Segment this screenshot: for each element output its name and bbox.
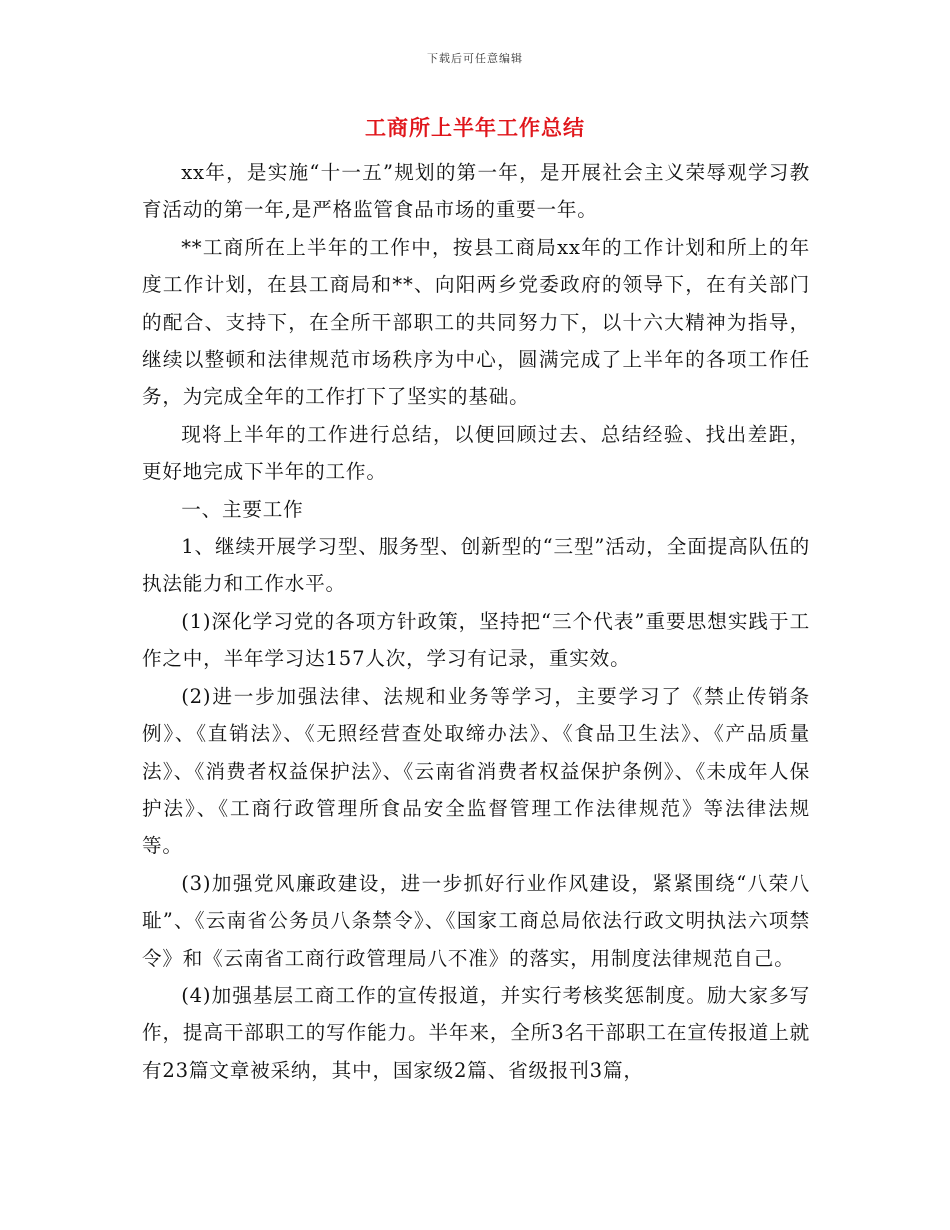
document-title: 工商所上半年工作总结 — [365, 116, 585, 140]
paragraph-intro: xx年，是实施“十一五”规划的第一年，是开展社会主义荣辱观学习教育活动的第一年,是严格监管食品市场的重要一年。 — [142, 161, 810, 222]
paragraph-summary-purpose: 现将上半年的工作进行总结，以便回顾过去、总结经验、找出差距，更好地完成下半年的工作。 — [142, 422, 810, 484]
section-heading-main-work: 一、主要工作 — [181, 497, 304, 521]
paragraph-subitem-4: (4)加强基层工商工作的宣传报道，并实行考核奖惩制度。励大家多写作，提高干部职工的写作能力。半年来，全所3名干部职工在宣传报道上就有23篇文章被采纳，其中，国家级2篇、省级报刊3篇， — [142, 983, 810, 1082]
paragraph-item-1: 1、继续开展学习型、服务型、创新型的“三型”活动，全面提高队伍的执法能力和工作水平。 — [142, 535, 810, 596]
paragraph-subitem-1: (1)深化学习党的各项方针政策，坚持把“三个代表”重要思想实践于工作之中，半年学习达157人次，学习有记录，重实效。 — [142, 609, 810, 671]
paragraph-subitem-2: (2)进一步加强法律、法规和业务等学习，主要学习了《禁止传销条例》、《直销法》、《无照经营查处取缔办法》、《食品卫生法》、《产品质量法》、《消费者权益保护法》、《云南省消费者权益保护条例》、《未成年人保护法》、《工商行政管理所食品安全监督管理工作法律规范》等法律法规等。 — [142, 684, 810, 858]
document-body — [142, 154, 810, 1089]
paragraph-overview: **工商所在上半年的工作中，按县工商局xx年的工作计划和所上的年度工作计划，在县工商局和**、向阳两乡党委政府的领导下，在有关部门的配合、支持下，在全所干部职工的共同努力下，以十六大精神为指导，继续以整顿和法律规范市场秩序为中心，圆满完成了上半年的各项工作任务，为完成全年的工作打下了坚实的基础。 — [142, 235, 810, 409]
page-header-note: 下载后可任意编辑 — [427, 52, 523, 65]
paragraph-subitem-3: (3)加强党风廉政建设，进一步抓好行业作风建设，紧紧围绕“八荣八耻”、《云南省公务员八条禁令》、《国家工商总局依法行政文明执法六项禁令》和《云南省工商行政管理局八不准》的落实，用制度法律规范自己。 — [142, 871, 810, 970]
